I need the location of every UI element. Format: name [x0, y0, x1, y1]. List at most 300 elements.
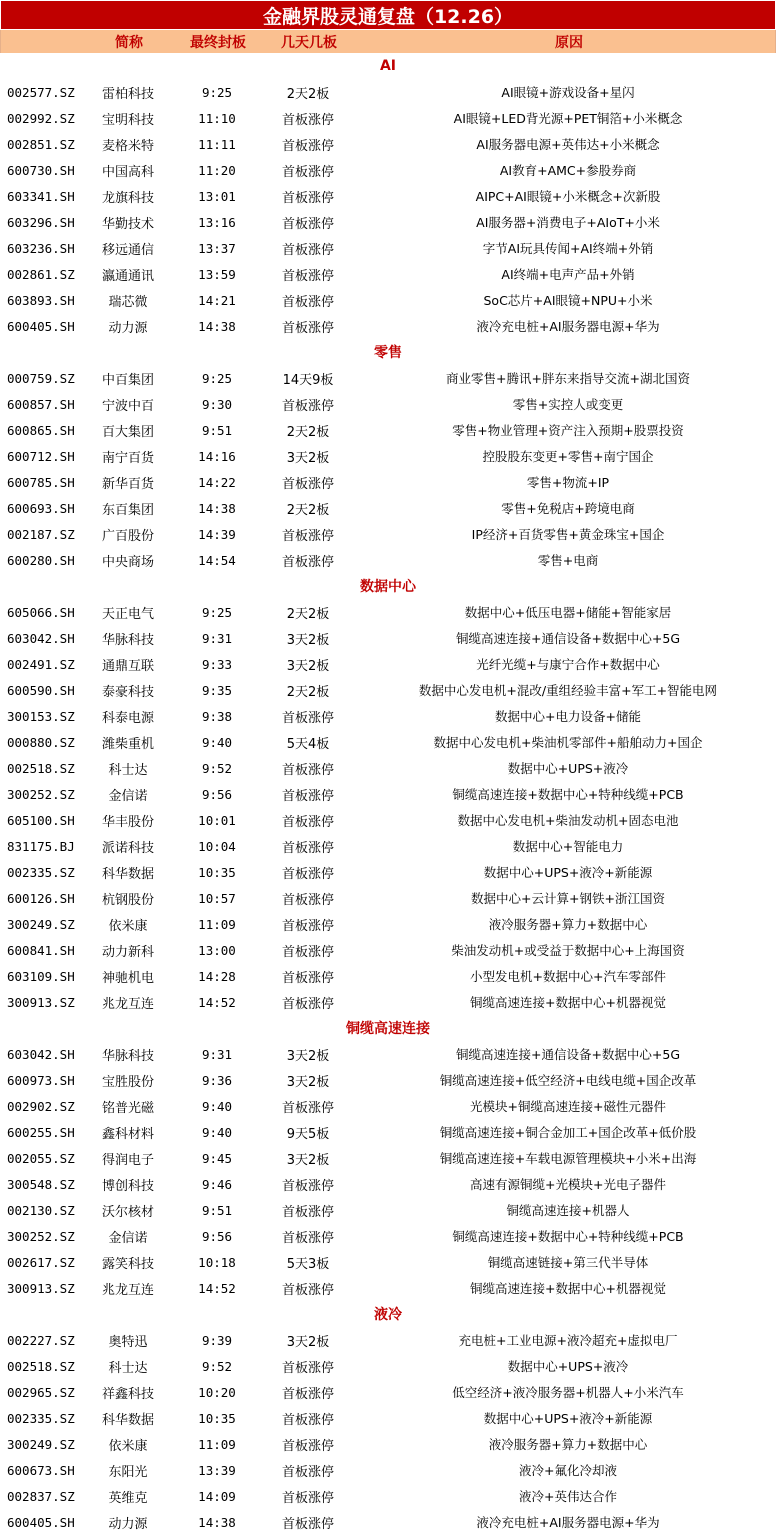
- stock-name: 依米康: [108, 1438, 148, 1454]
- table-row: [0, 1483, 776, 1509]
- stock-code: 600280.SH: [7, 552, 75, 568]
- days-boards: 5天3板: [286, 1256, 330, 1272]
- stock-name: 鑫科材料: [101, 1126, 154, 1142]
- final-seal-time: 9:35: [201, 682, 233, 698]
- table-row: [0, 833, 776, 859]
- reason: 商业零售+腾讯+胖东来指导交流+湖北国资: [446, 371, 690, 386]
- stock-name: 东百集团: [101, 502, 154, 518]
- stock-name: 露笑科技: [101, 1256, 154, 1272]
- days-boards: 首板涨停: [281, 866, 334, 882]
- stock-name: 科士达: [108, 762, 148, 778]
- reason: 铜缆高速连接+通信设备+数据中心+5G: [455, 1047, 681, 1062]
- stock-name: 科华数据: [101, 1412, 154, 1428]
- reason: 充电桩+工业电源+液冷超充+虚拟电厂: [458, 1333, 678, 1348]
- stock-name: 中央商场: [101, 554, 154, 570]
- reason: 字节AI玩具传闻+AI终端+外销: [482, 241, 654, 256]
- stock-code: 600712.SH: [7, 448, 75, 464]
- final-seal-time: 14:09: [198, 1488, 236, 1504]
- days-boards: 首板涨停: [281, 1204, 334, 1220]
- table-row: [0, 1275, 776, 1301]
- days-boards: 3天2板: [286, 450, 330, 466]
- final-seal-time: 9:40: [201, 1124, 233, 1140]
- reason: 控股股东变更+零售+南宁国企: [482, 449, 654, 464]
- table-row: [0, 1041, 776, 1067]
- stock-name: 派诺科技: [101, 840, 154, 856]
- final-seal-time: 14:52: [198, 994, 236, 1010]
- final-seal-time: 13:37: [198, 240, 236, 256]
- final-seal-time: 9:40: [201, 734, 233, 750]
- table-row: [0, 703, 776, 729]
- stock-code: 002055.SZ: [7, 1150, 75, 1166]
- days-boards: 首板涨停: [281, 918, 334, 934]
- final-seal-time: 9:56: [201, 786, 233, 802]
- reason: 零售+物业管理+资产注入预期+股票投资: [452, 423, 684, 438]
- table-row: [0, 261, 776, 287]
- days-boards: 首板涨停: [281, 164, 334, 180]
- sheet-title: 金融界股灵通复盘（12.26）: [0, 0, 776, 30]
- stock-code: 002965.SZ: [7, 1384, 75, 1400]
- stock-code: 002227.SZ: [7, 1332, 75, 1348]
- days-boards: 首板涨停: [281, 554, 334, 570]
- stock-name: 金信诺: [108, 1230, 148, 1246]
- stock-code: 603236.SH: [7, 240, 75, 256]
- section-header: AI: [379, 58, 397, 74]
- stock-name: 华脉科技: [101, 1048, 154, 1064]
- days-boards: 首板涨停: [281, 1386, 334, 1402]
- reason: 零售+实控人或变更: [512, 397, 624, 412]
- reason: 铜缆高速链接+第三代半导体: [487, 1255, 649, 1270]
- stock-name: 宝胜股份: [101, 1074, 154, 1090]
- reason: 铜缆高速连接+低空经济+电线电缆+国企改革: [439, 1073, 697, 1088]
- days-boards: 首板涨停: [281, 788, 334, 804]
- final-seal-time: 9:52: [201, 1358, 233, 1374]
- table-row: [0, 1509, 776, 1535]
- stock-code: 600785.SH: [7, 474, 75, 490]
- reason: 数据中心+电力设备+储能: [495, 709, 641, 724]
- reason: 零售+免税店+跨境电商: [501, 501, 635, 516]
- stock-name: 瑞芯微: [108, 294, 148, 310]
- days-boards: 首板涨停: [281, 528, 334, 544]
- stock-code: 002861.SZ: [7, 266, 75, 282]
- stock-code: 000759.SZ: [7, 370, 75, 386]
- stock-code: 002518.SZ: [7, 760, 75, 776]
- reason: 数据中心发电机+混改/重组经验丰富+军工+智能电网: [418, 683, 718, 698]
- reason: 铜缆高速连接+数据中心+特种线缆+PCB: [452, 787, 684, 802]
- stock-name: 潍柴重机: [101, 736, 154, 752]
- stock-code: 300249.SZ: [7, 916, 75, 932]
- final-seal-time: 9:51: [201, 1202, 233, 1218]
- final-seal-time: 13:01: [198, 188, 236, 204]
- stock-code: 603893.SH: [7, 292, 75, 308]
- header-code: [1, 30, 89, 53]
- final-seal-time: 10:35: [198, 1410, 236, 1426]
- days-boards: 2天2板: [286, 684, 330, 700]
- final-seal-time: 10:01: [198, 812, 236, 828]
- days-boards: 首板涨停: [281, 294, 334, 310]
- stock-code: 600841.SH: [7, 942, 75, 958]
- section-header: 零售: [374, 345, 402, 361]
- stock-name: 金信诺: [108, 788, 148, 804]
- stock-code: 002577.SZ: [7, 84, 75, 100]
- stock-name: 祥鑫科技: [101, 1386, 154, 1402]
- final-seal-time: 14:38: [198, 1514, 236, 1530]
- days-boards: 首板涨停: [281, 1282, 334, 1298]
- days-boards: 首板涨停: [281, 242, 334, 258]
- table-row: [0, 1353, 776, 1379]
- header-reason: 原因: [555, 34, 583, 51]
- stock-name: 泰豪科技: [101, 684, 154, 700]
- stock-name: 英维克: [108, 1490, 148, 1506]
- reason: 数据中心+UPS+液冷+新能源: [483, 1411, 653, 1426]
- days-boards: 首板涨停: [281, 216, 334, 232]
- stock-code: 002518.SZ: [7, 1358, 75, 1374]
- stock-code: 300548.SZ: [7, 1176, 75, 1192]
- stock-name: 科华数据: [101, 866, 154, 882]
- final-seal-time: 14:21: [198, 292, 236, 308]
- days-boards: 首板涨停: [281, 1516, 334, 1532]
- table-row: [0, 1457, 776, 1483]
- days-boards: 首板涨停: [281, 1464, 334, 1480]
- days-boards: 3天2板: [286, 1074, 330, 1090]
- reason: 铜缆高速连接+通信设备+数据中心+5G: [455, 631, 681, 646]
- reason: AI终端+电声产品+外销: [501, 267, 635, 282]
- reason: 液冷服务器+算力+数据中心: [488, 1437, 648, 1452]
- stock-code: 600973.SH: [7, 1072, 75, 1088]
- days-boards: 首板涨停: [281, 476, 334, 492]
- days-boards: 3天2板: [286, 632, 330, 648]
- stock-code: 603042.SH: [7, 630, 75, 646]
- stock-name: 麦格米特: [101, 138, 154, 154]
- reason: 数据中心+云计算+钢铁+浙江国资: [471, 891, 665, 906]
- stock-code: 002187.SZ: [7, 526, 75, 542]
- header-final-seal-time: 最终封板: [190, 34, 246, 51]
- table-row: [0, 417, 776, 443]
- table-row: [0, 183, 776, 209]
- reason: IP经济+百货零售+黄金珠宝+国企: [471, 527, 665, 542]
- reason: 铜缆高速连接+铜合金加工+国企改革+低价股: [439, 1125, 697, 1140]
- stock-code: 002130.SZ: [7, 1202, 75, 1218]
- days-boards: 首板涨停: [281, 970, 334, 986]
- stock-name: 科泰电源: [101, 710, 154, 726]
- final-seal-time: 11:10: [198, 110, 236, 126]
- days-boards: 2天2板: [286, 424, 330, 440]
- days-boards: 首板涨停: [281, 840, 334, 856]
- reason: 液冷充电桩+AI服务器电源+华为: [476, 1515, 660, 1530]
- reason: 液冷+英伟达合作: [519, 1489, 617, 1504]
- stock-code: 603109.SH: [7, 968, 75, 984]
- reason: 数据中心+智能电力: [512, 839, 624, 854]
- header-days-boards: 几天几板: [281, 34, 337, 51]
- days-boards: 首板涨停: [281, 762, 334, 778]
- reason: 柴油发动机+或受益于数据中心+上海国资: [451, 943, 685, 958]
- reason: AI教育+AMC+参股券商: [499, 163, 637, 178]
- stock-name: 南宁百货: [101, 450, 154, 466]
- final-seal-time: 14:54: [198, 552, 236, 568]
- final-seal-time: 9:38: [201, 708, 233, 724]
- stock-code: 600405.SH: [7, 318, 75, 334]
- table-row: [0, 287, 776, 313]
- stock-code: 002335.SZ: [7, 864, 75, 880]
- stock-code: 603296.SH: [7, 214, 75, 230]
- days-boards: 首板涨停: [281, 1230, 334, 1246]
- stock-name: 广百股份: [101, 528, 154, 544]
- table-row: [0, 1327, 776, 1353]
- days-boards: 首板涨停: [281, 138, 334, 154]
- reason: 高速有源铜缆+光模块+光电子器件: [470, 1177, 666, 1192]
- table-row: [0, 599, 776, 625]
- stock-code: 300252.SZ: [7, 1228, 75, 1244]
- reason: SoC芯片+AI眼镜+NPU+小米: [483, 293, 653, 308]
- final-seal-time: 9:39: [201, 1332, 233, 1348]
- days-boards: 首板涨停: [281, 1100, 334, 1116]
- stock-code: 002335.SZ: [7, 1410, 75, 1426]
- final-seal-time: 14:22: [198, 474, 236, 490]
- table-row: [0, 1223, 776, 1249]
- days-boards: 首板涨停: [281, 814, 334, 830]
- table-row: [0, 131, 776, 157]
- days-boards: 首板涨停: [281, 1412, 334, 1428]
- stock-code: 300913.SZ: [7, 1280, 75, 1296]
- section-header: 液冷: [374, 1307, 402, 1323]
- final-seal-time: 14:38: [198, 318, 236, 334]
- table-row: [0, 365, 776, 391]
- days-boards: 2天2板: [286, 86, 330, 102]
- header-name: 简称: [115, 34, 143, 51]
- table-row: [0, 1431, 776, 1457]
- stock-code: 002491.SZ: [7, 656, 75, 672]
- days-boards: 首板涨停: [281, 1438, 334, 1454]
- stock-code: 600126.SH: [7, 890, 75, 906]
- final-seal-time: 9:25: [201, 370, 233, 386]
- stock-code: 603042.SH: [7, 1046, 75, 1062]
- final-seal-time: 9:25: [201, 604, 233, 620]
- final-seal-time: 10:57: [198, 890, 236, 906]
- days-boards: 14天9板: [282, 372, 334, 388]
- stock-name: 百大集团: [101, 424, 154, 440]
- stock-name: 天正电气: [101, 606, 154, 622]
- days-boards: 首板涨停: [281, 1360, 334, 1376]
- final-seal-time: 9:36: [201, 1072, 233, 1088]
- stock-code: 600673.SH: [7, 1462, 75, 1478]
- final-seal-time: 9:31: [201, 1046, 233, 1062]
- table-row: [0, 755, 776, 781]
- days-boards: 9天5板: [286, 1126, 330, 1142]
- days-boards: 3天2板: [286, 658, 330, 674]
- stock-code: 300153.SZ: [7, 708, 75, 724]
- table-row: [0, 313, 776, 339]
- stock-name: 动力源: [108, 320, 148, 336]
- stock-name: 兆龙互连: [101, 1282, 154, 1298]
- days-boards: 2天2板: [286, 606, 330, 622]
- reason: 光模块+铜缆高速连接+磁性元器件: [470, 1099, 666, 1114]
- stock-code: 600590.SH: [7, 682, 75, 698]
- table-row: [0, 937, 776, 963]
- stock-name: 华脉科技: [101, 632, 154, 648]
- stock-name: 瀛通通讯: [101, 268, 154, 284]
- days-boards: 3天2板: [286, 1334, 330, 1350]
- table-row: [0, 651, 776, 677]
- table-row: [0, 677, 776, 703]
- reason: 液冷服务器+算力+数据中心: [488, 917, 648, 932]
- stock-code: 603341.SH: [7, 188, 75, 204]
- stock-code: 600693.SH: [7, 500, 75, 516]
- table-row: [0, 859, 776, 885]
- stock-name: 依米康: [108, 918, 148, 934]
- final-seal-time: 13:39: [198, 1462, 236, 1478]
- table-row: [0, 469, 776, 495]
- stock-code: 002902.SZ: [7, 1098, 75, 1114]
- table-row: [0, 79, 776, 105]
- stock-name: 动力源: [108, 1516, 148, 1532]
- stock-name: 杭钢股份: [101, 892, 154, 908]
- reason: AIPC+AI眼镜+小米概念+次新股: [475, 189, 661, 204]
- table-row: [0, 521, 776, 547]
- days-boards: 首板涨停: [281, 710, 334, 726]
- final-seal-time: 9:30: [201, 396, 233, 412]
- final-seal-time: 9:33: [201, 656, 233, 672]
- stock-name: 宝明科技: [101, 112, 154, 128]
- table-row: [0, 1249, 776, 1275]
- reason: AI眼镜+游戏设备+星闪: [501, 85, 635, 100]
- days-boards: 首板涨停: [281, 996, 334, 1012]
- final-seal-time: 10:35: [198, 864, 236, 880]
- section-header: 数据中心: [360, 579, 416, 595]
- reason: 数据中心+UPS+液冷+新能源: [483, 865, 653, 880]
- days-boards: 2天2板: [286, 502, 330, 518]
- stock-code: 002837.SZ: [7, 1488, 75, 1504]
- reason: 低空经济+液冷服务器+机器人+小米汽车: [452, 1385, 684, 1400]
- reason: 数据中心+UPS+液冷: [507, 1359, 629, 1374]
- final-seal-time: 13:16: [198, 214, 236, 230]
- days-boards: 首板涨停: [281, 112, 334, 128]
- reason: 零售+电商: [537, 553, 599, 568]
- days-boards: 首板涨停: [281, 320, 334, 336]
- final-seal-time: 14:16: [198, 448, 236, 464]
- stock-code: 000880.SZ: [7, 734, 75, 750]
- stock-name: 神驰机电: [101, 970, 154, 986]
- table-row: [0, 1119, 776, 1145]
- stock-name: 科士达: [108, 1360, 148, 1376]
- final-seal-time: 14:38: [198, 500, 236, 516]
- table-row: [0, 391, 776, 417]
- days-boards: 3天2板: [286, 1048, 330, 1064]
- stock-code: 300249.SZ: [7, 1436, 75, 1452]
- stock-code: 831175.BJ: [7, 838, 75, 854]
- final-seal-time: 11:11: [198, 136, 236, 152]
- stock-code: 300913.SZ: [7, 994, 75, 1010]
- stock-code: 605066.SH: [7, 604, 75, 620]
- final-seal-time: 10:18: [198, 1254, 236, 1270]
- reason: 光纤光缆+与康宁合作+数据中心: [476, 657, 660, 672]
- table-row: [0, 963, 776, 989]
- table-row: [0, 547, 776, 573]
- stock-name: 博创科技: [101, 1178, 154, 1194]
- days-boards: 首板涨停: [281, 1490, 334, 1506]
- table-row: [0, 989, 776, 1015]
- stock-code: 002617.SZ: [7, 1254, 75, 1270]
- table-row: [0, 235, 776, 261]
- days-boards: 3天2板: [286, 1152, 330, 1168]
- stock-name: 东阳光: [108, 1464, 148, 1480]
- days-boards: 首板涨停: [281, 1178, 334, 1194]
- final-seal-time: 10:04: [198, 838, 236, 854]
- final-seal-time: 9:31: [201, 630, 233, 646]
- final-seal-time: 11:20: [198, 162, 236, 178]
- stock-code: 600255.SH: [7, 1124, 75, 1140]
- stock-code: 300252.SZ: [7, 786, 75, 802]
- final-seal-time: 11:09: [198, 916, 236, 932]
- final-seal-time: 9:46: [201, 1176, 233, 1192]
- stock-code: 600730.SH: [7, 162, 75, 178]
- stock-code: 600405.SH: [7, 1514, 75, 1530]
- table-row: [0, 911, 776, 937]
- stock-name: 奥特迅: [108, 1334, 148, 1350]
- stock-name: 兆龙互连: [101, 996, 154, 1012]
- table-row: [0, 209, 776, 235]
- stock-name: 华勤技术: [101, 216, 154, 232]
- final-seal-time: 11:09: [198, 1436, 236, 1452]
- stock-name: 移远通信: [101, 242, 154, 258]
- stock-name: 中国高科: [101, 164, 154, 180]
- column-header-row: [0, 30, 776, 53]
- table-row: [0, 1145, 776, 1171]
- final-seal-time: 14:39: [198, 526, 236, 542]
- reason: 铜缆高速连接+车载电源管理模块+小米+出海: [439, 1151, 697, 1166]
- reason: 小型发电机+数据中心+汽车零部件: [470, 969, 666, 984]
- final-seal-time: 9:25: [201, 84, 233, 100]
- table-row: [0, 1171, 776, 1197]
- stock-code: 600865.SH: [7, 422, 75, 438]
- days-boards: 首板涨停: [281, 190, 334, 206]
- section-header: 铜缆高速连接: [346, 1021, 430, 1037]
- stock-name: 通鼎互联: [101, 658, 154, 674]
- final-seal-time: 10:20: [198, 1384, 236, 1400]
- days-boards: 5天4板: [286, 736, 330, 752]
- table-row: [0, 1197, 776, 1223]
- final-seal-time: 13:00: [198, 942, 236, 958]
- reason: 铜缆高速连接+数据中心+机器视觉: [470, 995, 666, 1010]
- final-seal-time: 9:56: [201, 1228, 233, 1244]
- days-boards: 首板涨停: [281, 398, 334, 414]
- stock-name: 新华百货: [101, 476, 154, 492]
- stock-name: 得润电子: [101, 1152, 154, 1168]
- table-row: [0, 495, 776, 521]
- reason: 液冷+氟化冷却液: [519, 1463, 617, 1478]
- reason: 铜缆高速连接+机器人: [506, 1203, 630, 1218]
- table-row: [0, 885, 776, 911]
- reason: 液冷充电桩+AI服务器电源+华为: [476, 319, 660, 334]
- reason: 数据中心发电机+柴油机零部件+船舶动力+国企: [433, 735, 703, 750]
- stock-name: 沃尔核材: [101, 1204, 154, 1220]
- stock-name: 雷柏科技: [101, 86, 154, 102]
- table-row: [0, 1093, 776, 1119]
- final-seal-time: 9:40: [201, 1098, 233, 1114]
- reason: 铜缆高速连接+数据中心+特种线缆+PCB: [452, 1229, 684, 1244]
- reason: 数据中心+低压电器+储能+智能家居: [464, 605, 672, 620]
- table-row: [0, 443, 776, 469]
- stock-name: 宁波中百: [101, 398, 154, 414]
- reason: 零售+物流+IP: [526, 475, 610, 490]
- final-seal-time: 9:52: [201, 760, 233, 776]
- stock-code: 600857.SH: [7, 396, 75, 412]
- reason: AI眼镜+LED背光源+PET铜箔+小米概念: [453, 111, 683, 126]
- table-row: [0, 105, 776, 131]
- table-row: [0, 625, 776, 651]
- days-boards: 首板涨停: [281, 892, 334, 908]
- reason: AI服务器电源+英伟达+小米概念: [476, 137, 660, 152]
- table-row: [0, 781, 776, 807]
- reason: 铜缆高速连接+数据中心+机器视觉: [470, 1281, 666, 1296]
